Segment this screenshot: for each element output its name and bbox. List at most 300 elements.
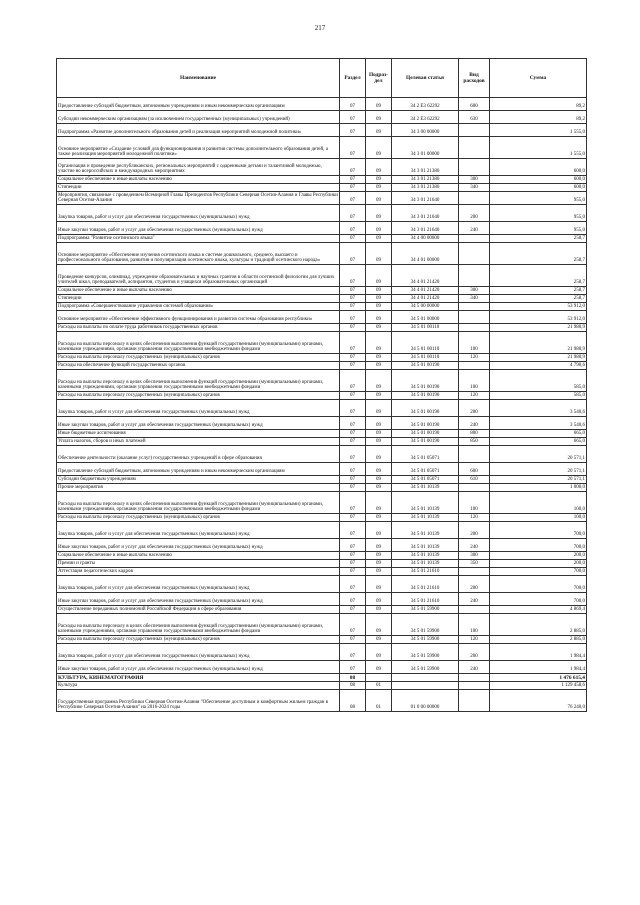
cell-name: Закупка товаров, работ и услуг для обеспечения государственных (муниципальных) нужд (57, 522, 340, 539)
cell-name: КУЛЬТУРА, КИНЕМАТОГРАФИЯ (57, 674, 340, 682)
cell-tgt: 34 5 01 59900 (392, 606, 459, 614)
cell-sec: 07 (340, 636, 366, 644)
cell-sec: 07 (340, 184, 366, 192)
cell-name: Подпрограмма «Совершенствование управления системой образования» (57, 303, 340, 311)
table-row (57, 111, 587, 124)
table-row (57, 184, 587, 192)
cell-sub: 09 (366, 332, 392, 354)
table-row (57, 400, 587, 417)
cell-sec: 07 (340, 614, 366, 636)
table-header-row (57, 59, 587, 98)
cell-type: 120 (459, 514, 490, 522)
cell-sum: 1 555,0 (490, 137, 587, 159)
cell-sum: 200,0 (490, 552, 587, 560)
cell-type: 100 (459, 492, 490, 514)
cell-name: Осуществление переданных полномочий Российской Федерации в сфере образования (57, 606, 340, 614)
cell-sum: 955,0 (490, 205, 587, 222)
cell-sec: 08 (340, 690, 366, 712)
cell-type (459, 159, 490, 176)
cell-sum: 89,2 (490, 111, 587, 124)
cell-sum: 1 984,4 (490, 644, 587, 661)
cell-sub: 09 (366, 192, 392, 205)
cell-tgt: 34 4 00 00000 (392, 235, 459, 243)
cell-sub: 09 (366, 98, 392, 111)
table-row (57, 222, 587, 235)
cell-sec: 07 (340, 606, 366, 614)
cell-sec: 07 (340, 560, 366, 568)
cell-tgt: 34 3 00 00000 (392, 124, 459, 137)
cell-sub: 09 (366, 265, 392, 287)
cell-sec: 07 (340, 354, 366, 362)
cell-sum: 700,0 (490, 593, 587, 606)
cell-tgt: 01 0 00 00000 (392, 690, 459, 712)
cell-name: Расходы на выплаты персоналу в целях обеспечения выполнения функций государственными (муниципальными) органами, казенными учреждениями, органами управления государственными внебюджетными фондами (57, 614, 340, 636)
cell-name: Культура (57, 682, 340, 690)
cell-sum: 700,0 (490, 576, 587, 593)
cell-sub: 09 (366, 446, 392, 463)
table-body (57, 98, 587, 712)
cell-sec: 07 (340, 124, 366, 137)
cell-name: Аттестация педагогических кадров (57, 568, 340, 576)
cell-sum: 600,0 (490, 184, 587, 192)
cell-tgt: 34 5 01 21610 (392, 568, 459, 576)
cell-name: Расходы на выплаты персоналу государственных (муниципальных) органов (57, 514, 340, 522)
table-row (57, 438, 587, 446)
cell-sum: 100,0 (490, 514, 587, 522)
cell-sub: 09 (366, 362, 392, 370)
cell-tgt: 34 5 01 21610 (392, 593, 459, 606)
table-row (57, 98, 587, 111)
cell-sec: 07 (340, 222, 366, 235)
table-row (57, 287, 587, 295)
cell-name: Иные закупки товаров, работ и услуг для обеспечения государственных (муниципальных) нужд (57, 222, 340, 235)
cell-tgt: 34 2 E3 62292 (392, 98, 459, 111)
cell-tgt: 34 3 01 21640 (392, 192, 459, 205)
cell-name: Закупка товаров, работ и услуг для обеспечения государственных (муниципальных) нужд (57, 205, 340, 222)
table-row (57, 568, 587, 576)
cell-name: Социальное обеспечение и иные выплаты населению (57, 176, 340, 184)
cell-type (459, 235, 490, 243)
cell-tgt: 34 5 01 00000 (392, 311, 459, 324)
cell-name: Расходы на выплаты персоналу государственных (муниципальных) органов (57, 636, 340, 644)
cell-name: Закупка товаров, работ и услуг для обеспечения государственных (муниципальных) нужд (57, 576, 340, 593)
cell-sub: 09 (366, 324, 392, 332)
table-row (57, 682, 587, 690)
cell-sec: 08 (340, 674, 366, 682)
table-row (57, 311, 587, 324)
cell-type (459, 124, 490, 137)
table-row (57, 476, 587, 484)
cell-sum: 3 540,6 (490, 417, 587, 430)
cell-type (459, 674, 490, 682)
cell-name: Субсидии бюджетным учреждениям (57, 476, 340, 484)
table-row (57, 552, 587, 560)
cell-sub: 09 (366, 159, 392, 176)
cell-sub: 09 (366, 124, 392, 137)
table-row (57, 176, 587, 184)
cell-type: 300 (459, 287, 490, 295)
cell-sub: 09 (366, 243, 392, 265)
cell-name: Премии и гранты (57, 560, 340, 568)
page-number: 217 (314, 24, 326, 32)
cell-tgt: 34 4 01 00000 (392, 243, 459, 265)
cell-sum: 200,0 (490, 560, 587, 568)
cell-sub: 09 (366, 636, 392, 644)
cell-sec: 07 (340, 111, 366, 124)
cell-tgt: 34 5 01 00190 (392, 362, 459, 370)
cell-sec: 07 (340, 438, 366, 446)
cell-name: Проведение конкурсов, олимпиад, учреждение образовательных и научных грантов в области осетинской филологии для лучших учителей школ, преподавателей, аспирантов, студентов и учащихся образовательных организаций (57, 265, 340, 287)
cell-sub: 09 (366, 614, 392, 636)
table-row (57, 324, 587, 332)
cell-sub: 09 (366, 576, 392, 593)
cell-tgt: 34 3 01 21640 (392, 205, 459, 222)
cell-sub: 09 (366, 492, 392, 514)
cell-sub: 09 (366, 539, 392, 552)
cell-tgt: 34 5 01 00190 (392, 430, 459, 438)
cell-tgt (392, 674, 459, 682)
cell-tgt: 34 5 01 10139 (392, 492, 459, 514)
cell-type (459, 362, 490, 370)
table-row (57, 205, 587, 222)
cell-type: 350 (459, 560, 490, 568)
cell-name: Основное мероприятие «Обеспечение изучения осетинского языка в системе дошкольного, среднего, высшего и профессионального образования, развития и популяризация осетинского языка, культуры и традиций осетинского народа» (57, 243, 340, 265)
table-row (57, 159, 587, 176)
table-row (57, 484, 587, 492)
table-row (57, 576, 587, 593)
table-row (57, 593, 587, 606)
cell-name: Предоставление субсидий бюджетным, автономным учреждениям и иным некоммерческим организациям (57, 463, 340, 476)
cell-sum: 20 571,1 (490, 463, 587, 476)
cell-sec: 07 (340, 176, 366, 184)
cell-tgt: 34 4 01 21420 (392, 295, 459, 303)
cell-type: 300 (459, 552, 490, 560)
cell-tgt: 34 5 01 05071 (392, 463, 459, 476)
cell-name: Расходы на выплаты персоналу в целях обеспечения выполнения функций государственными (муниципальными) органами, казенными учреждениями, органами управления государственными внебюджетными фондами (57, 370, 340, 392)
cell-tgt: 34 5 01 00110 (392, 332, 459, 354)
cell-sub: 09 (366, 593, 392, 606)
cell-sec: 07 (340, 192, 366, 205)
cell-type: 240 (459, 222, 490, 235)
cell-sum: 665,0 (490, 430, 587, 438)
cell-sum: 53 912,0 (490, 303, 587, 311)
header-section: Раздел (340, 59, 366, 98)
cell-type: 120 (459, 354, 490, 362)
cell-tgt: 34 5 01 05071 (392, 476, 459, 484)
cell-type (459, 243, 490, 265)
table-row (57, 430, 587, 438)
cell-sum: 1 129 458,6 (490, 682, 587, 690)
table-row (57, 644, 587, 661)
cell-sub: 09 (366, 111, 392, 124)
cell-sum: 955,0 (490, 222, 587, 235)
cell-name: Субсидии некоммерческим организациям (за исключением государственных (муниципальных) учреждений) (57, 111, 340, 124)
table-row (57, 539, 587, 552)
cell-tgt: 34 5 01 21610 (392, 576, 459, 593)
table-row (57, 265, 587, 287)
cell-type (459, 690, 490, 712)
cell-name: Подпрограмма «Развитие дополнительного образования детей и реализация мероприятий молодежной политики» (57, 124, 340, 137)
cell-sum: 3 540,6 (490, 400, 587, 417)
cell-type: 200 (459, 400, 490, 417)
cell-sub (366, 674, 392, 682)
cell-sec: 07 (340, 287, 366, 295)
cell-sec: 07 (340, 400, 366, 417)
table-row (57, 295, 587, 303)
cell-sec: 07 (340, 311, 366, 324)
cell-tgt: 34 5 01 00190 (392, 417, 459, 430)
cell-name: Расходы на обеспечение функций государственных органов (57, 362, 340, 370)
cell-sec: 07 (340, 417, 366, 430)
cell-sec: 07 (340, 159, 366, 176)
cell-sub: 09 (366, 484, 392, 492)
cell-type: 340 (459, 295, 490, 303)
table-row (57, 303, 587, 311)
cell-tgt: 34 5 01 59900 (392, 644, 459, 661)
cell-type (459, 137, 490, 159)
cell-tgt: 34 3 01 21380 (392, 176, 459, 184)
cell-sum: 258,7 (490, 287, 587, 295)
cell-type: 200 (459, 644, 490, 661)
table-row (57, 522, 587, 539)
cell-sum: 2 885,0 (490, 614, 587, 636)
cell-tgt: 34 3 01 21380 (392, 159, 459, 176)
cell-type (459, 265, 490, 287)
cell-sub: 09 (366, 295, 392, 303)
cell-tgt: 34 5 00 00000 (392, 303, 459, 311)
cell-sum: 4 790,6 (490, 362, 587, 370)
cell-tgt: 34 3 01 21640 (392, 222, 459, 235)
table-row (57, 690, 587, 712)
cell-name: Мероприятия, связанные с проведением Всемирной Главы Президентов Республики Северная Осетия-Алания и Главы Республики Северная Осетия-Алания (58, 192, 338, 204)
cell-sub: 09 (366, 184, 392, 192)
cell-sec: 07 (340, 392, 366, 400)
cell-name: Иные бюджетные ассигнования (57, 430, 340, 438)
cell-sec: 08 (340, 682, 366, 690)
cell-tgt: 34 5 01 00190 (392, 400, 459, 417)
cell-sec: 07 (340, 644, 366, 661)
header-target: Целевая статья (392, 59, 459, 98)
cell-sec: 07 (340, 265, 366, 287)
cell-sec: 07 (340, 552, 366, 560)
cell-name: Стипендии (57, 184, 340, 192)
cell-tgt: 34 5 01 59900 (392, 636, 459, 644)
cell-type: 100 (459, 370, 490, 392)
cell-sum: 665,0 (490, 438, 587, 446)
cell-sum: 1 984,4 (490, 661, 587, 674)
cell-sub: 09 (366, 287, 392, 295)
cell-sum: 258,7 (490, 243, 587, 265)
table-row (57, 661, 587, 674)
cell-type: 240 (459, 417, 490, 430)
cell-sum: 585,0 (490, 370, 587, 392)
table-row (57, 446, 587, 463)
table-row (57, 137, 587, 159)
header-type: Вид расходов (459, 59, 490, 98)
cell-sub: 09 (366, 514, 392, 522)
cell-name: Основное мероприятие «Обеспечение эффективного функционирования и развития системы образования республики» (57, 311, 340, 324)
cell-sum: 4 869,4 (490, 606, 587, 614)
cell-name: Иные закупки товаров, работ и услуг для обеспечения государственных (муниципальных) нужд (57, 661, 340, 674)
cell-sub: 09 (366, 430, 392, 438)
cell-sec: 07 (340, 243, 366, 265)
cell-type: 200 (459, 576, 490, 593)
cell-sec: 07 (340, 476, 366, 484)
cell-sub: 09 (366, 354, 392, 362)
cell-sub: 09 (366, 400, 392, 417)
cell-tgt: 34 5 01 10139 (392, 560, 459, 568)
cell-sum: 89,2 (490, 98, 587, 111)
cell-type (459, 303, 490, 311)
table-row (57, 463, 587, 476)
cell-sec: 07 (340, 446, 366, 463)
cell-type (459, 682, 490, 690)
cell-type (459, 311, 490, 324)
cell-type: 240 (459, 593, 490, 606)
table-row (57, 614, 587, 636)
cell-sub: 09 (366, 137, 392, 159)
cell-type: 610 (459, 476, 490, 484)
cell-sub: 09 (366, 176, 392, 184)
cell-sec: 07 (340, 514, 366, 522)
cell-sub: 09 (366, 606, 392, 614)
cell-name: Социальное обеспечение и иные выплаты населению (57, 287, 340, 295)
table-row (57, 674, 587, 682)
cell-sum: 76 240,0 (490, 690, 587, 712)
header-name: Наименование (57, 59, 340, 98)
cell-sum: 700,0 (490, 522, 587, 539)
cell-sub: 09 (366, 303, 392, 311)
cell-sum: 21 980,9 (490, 332, 587, 354)
cell-sub: 09 (366, 463, 392, 476)
cell-sub: 09 (366, 568, 392, 576)
cell-name: Расходы на выплаты персоналу в целях обеспечения выполнения функций государственными (муниципальными) органами, казенными учреждениями, органами управления государственными внебюджетными фондами (57, 332, 340, 354)
cell-type: 850 (459, 438, 490, 446)
cell-sec: 07 (340, 484, 366, 492)
cell-sub: 01 (366, 690, 392, 712)
cell-type: 100 (459, 614, 490, 636)
cell-name: Иные закупки товаров, работ и услуг для обеспечения государственных (муниципальных) нужд (57, 593, 340, 606)
cell-sec: 07 (340, 492, 366, 514)
cell-name: Основное мероприятие «Создание условий для функционирования и развития системы дополнительного образования детей, а также реализация мероприятий молодежной политики» (57, 137, 340, 159)
table-row (57, 243, 587, 265)
table-row (57, 636, 587, 644)
cell-sec: 07 (340, 576, 366, 593)
cell-sec: 07 (340, 661, 366, 674)
table-row (57, 370, 587, 392)
cell-type: 600 (459, 98, 490, 111)
cell-name: Расходы на выплаты персоналу в целях обеспечения выполнения функций государственными (муниципальными) органами, казенными учреждениями, органами управления государственными внебюджетными фондами (57, 492, 340, 514)
cell-sec: 07 (340, 430, 366, 438)
cell-type (459, 324, 490, 332)
cell-sum: 53 912,0 (490, 311, 587, 324)
cell-sub: 09 (366, 417, 392, 430)
cell-sec: 07 (340, 463, 366, 476)
cell-sub: 09 (366, 222, 392, 235)
cell-name: Предоставление субсидий бюджетным, автономным учреждениям и иным некоммерческим организациям (57, 98, 340, 111)
cell-tgt: 34 3 01 00000 (392, 137, 459, 159)
cell-tgt: 34 5 01 10139 (392, 539, 459, 552)
cell-sum: 20 571,1 (490, 476, 587, 484)
table-row (57, 392, 587, 400)
cell-sum: 585,0 (490, 392, 587, 400)
cell-tgt: 34 4 01 21420 (392, 265, 459, 287)
cell-name: Обеспечение деятельности (оказание услуг) государственных учреждений в сфере образования (57, 446, 340, 463)
cell-sum: 100,0 (490, 492, 587, 514)
cell-sec: 07 (340, 324, 366, 332)
cell-sum: 700,0 (490, 539, 587, 552)
table-row (57, 606, 587, 614)
cell-sub: 09 (366, 560, 392, 568)
cell-type (459, 606, 490, 614)
cell-tgt: 34 3 01 21380 (392, 184, 459, 192)
cell-sec: 07 (340, 522, 366, 539)
table-row (57, 362, 587, 370)
header-subsection: Подраз- дел (366, 59, 392, 98)
cell-sec: 07 (340, 205, 366, 222)
cell-type: 300 (459, 176, 490, 184)
cell-type: 120 (459, 392, 490, 400)
cell-sub: 09 (366, 552, 392, 560)
cell-tgt: 34 5 01 10139 (392, 552, 459, 560)
cell-sub: 09 (366, 311, 392, 324)
cell-name: Стипендии (57, 295, 340, 303)
cell-sub: 09 (366, 661, 392, 674)
cell-name: Расходы на выплаты по оплате труда работников государственных органов (57, 324, 340, 332)
cell-sec: 07 (340, 539, 366, 552)
cell-name: Уплата налогов, сборов и иных платежей (57, 438, 340, 446)
table-row (57, 192, 587, 205)
table-row (57, 354, 587, 362)
cell-tgt: 34 5 01 10139 (392, 484, 459, 492)
cell-type (459, 192, 490, 205)
cell-sum: 600,0 (490, 159, 587, 176)
cell-name: Расходы на выплаты персоналу государственных (муниципальных) органов (57, 392, 340, 400)
cell-type: 800 (459, 430, 490, 438)
cell-sum: 258,7 (490, 295, 587, 303)
cell-sec: 07 (340, 593, 366, 606)
cell-sub: 09 (366, 522, 392, 539)
cell-name: Социальное обеспечение и иные выплаты населению (57, 552, 340, 560)
cell-type: 240 (459, 661, 490, 674)
cell-type: 600 (459, 463, 490, 476)
cell-sub: 09 (366, 644, 392, 661)
cell-sum: 2 885,0 (490, 636, 587, 644)
table-row (57, 332, 587, 354)
budget-table (56, 58, 587, 712)
cell-type: 200 (459, 205, 490, 222)
cell-name: Иные закупки товаров, работ и услуг для обеспечения государственных (муниципальных) нужд (57, 539, 340, 552)
cell-sum: 258,7 (490, 265, 587, 287)
cell-type (459, 446, 490, 463)
cell-tgt: 34 5 01 00190 (392, 392, 459, 400)
cell-sum: 21 980,9 (490, 354, 587, 362)
cell-sec: 07 (340, 235, 366, 243)
table-row (57, 514, 587, 522)
cell-sub: 09 (366, 205, 392, 222)
cell-type: 630 (459, 111, 490, 124)
cell-sum: 21 980,9 (490, 324, 587, 332)
cell-sub: 09 (366, 438, 392, 446)
cell-name: Закупка товаров, работ и услуг для обеспечения государственных (муниципальных) нужд (57, 644, 340, 661)
cell-tgt: 34 5 01 10139 (392, 522, 459, 539)
table-row (57, 492, 587, 514)
cell-sec: 07 (340, 295, 366, 303)
cell-type (459, 568, 490, 576)
cell-sum: 700,0 (490, 568, 587, 576)
cell-type: 240 (459, 539, 490, 552)
cell-name: Прочие мероприятия (57, 484, 340, 492)
